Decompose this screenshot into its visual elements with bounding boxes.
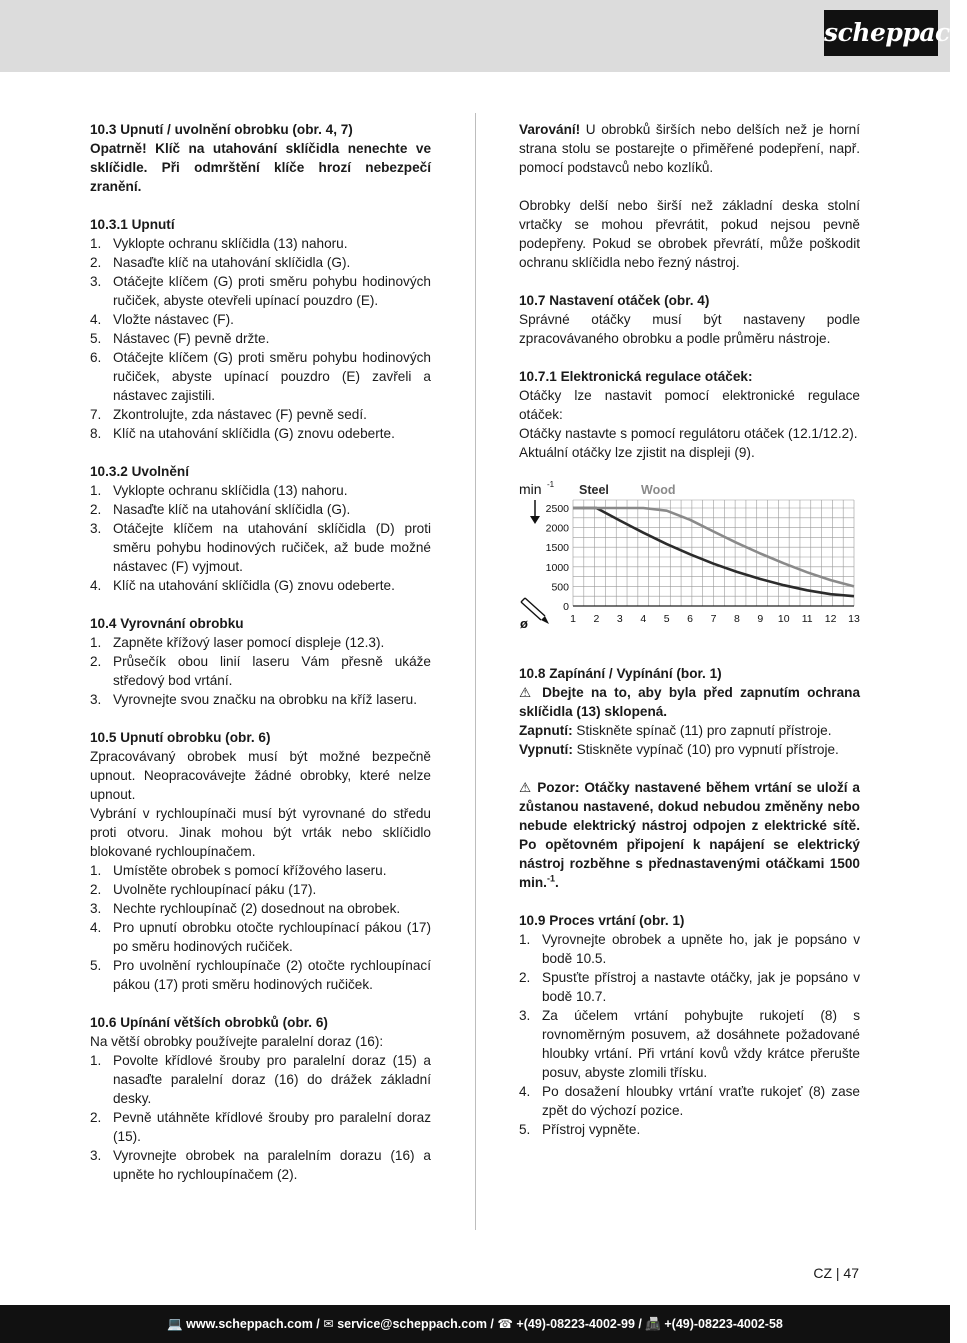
- caution-paragraph: [519, 778, 860, 892]
- section-10-7-1-para-3: Aktuální otáčky lze zjistit na displeji (9).: [519, 445, 755, 460]
- caution-unit-sup: -1: [546, 873, 555, 884]
- list-10-3-1: [90, 234, 431, 443]
- list-item-number: 3.: [90, 521, 102, 536]
- list-item-text: Přístroj vypněte.: [542, 1122, 641, 1137]
- list-item-text: Nástavec (F) pevně držte.: [113, 331, 270, 346]
- section-10-8-warning-text: Dbejte na to, aby byla před zapnutím ochrana sklíčidla (13) sklopená.: [519, 685, 861, 719]
- y-tick-label: 2000: [545, 522, 569, 535]
- legend-steel: Steel: [579, 483, 609, 497]
- list-item: [90, 481, 431, 500]
- list-item-number: 2.: [90, 255, 102, 270]
- list-item-text: Pevně utáhněte křídlové šrouby pro paralelní doraz (15).: [113, 1110, 431, 1144]
- section-10-3-2-title: 10.3.2 Uvolnění: [90, 464, 189, 479]
- right-column: [519, 120, 860, 1139]
- list-item: [519, 930, 860, 968]
- section-10-5-para-2: Vybrání v rychloupínači musí být vyrovnané do středu proti otvoru. Jinak mohou být vrták nebo sklíčidlo blokované rychloupínačem.: [90, 806, 431, 859]
- list-item-number: 4.: [90, 578, 102, 593]
- x-tick-label: 1: [570, 613, 576, 625]
- section-10-3-title: 10.3 Upnutí / uvolnění obrobku (obr. 4, 7): [90, 122, 353, 137]
- list-item: [90, 519, 431, 576]
- warning-text: U obrobků širších nebo delších než je horní strana stolu se postarejte o přiměřené podepření, např. pomocí podstavců nebo kozlíků.: [519, 122, 860, 175]
- list-item-text: Vyrovnejte obrobek na paralelním dorazu (16) a upněte ho rychloupínačem (2).: [113, 1148, 431, 1182]
- list-item-number: 3.: [90, 1148, 102, 1163]
- list-item: [90, 500, 431, 519]
- list-item-number: 1.: [90, 863, 102, 878]
- list-item-text: Nasaďte klíč na utahování sklíčidla (G).: [113, 502, 351, 517]
- x-tick-label: 6: [687, 613, 694, 625]
- switch-off-text: Stiskněte vypínač (10) pro vypnutí přístroje.: [572, 742, 839, 757]
- left-column: [90, 120, 431, 1184]
- legend-wood: Wood: [641, 483, 676, 497]
- x-tick-label: 10: [777, 613, 790, 625]
- list-item-number: 4.: [90, 920, 102, 935]
- arrow-down-head-icon: [530, 516, 540, 524]
- speed-chart: [519, 478, 864, 648]
- list-item-text: Nasaďte klíč na utahování sklíčidla (G).: [113, 255, 351, 270]
- list-item: [90, 576, 431, 595]
- switch-off-line: [519, 740, 860, 759]
- section-10-6-para-1: Na větší obrobky používejte paralelní doraz (16):: [90, 1034, 384, 1049]
- section-10-7-1-title: 10.7.1 Elektronická regulace otáček:: [519, 369, 753, 384]
- list-item-text: Pro upnutí obrobku otočte rychloupínací pákou (17) po směru hodinových ručiček.: [113, 920, 431, 954]
- list-item: [90, 1108, 431, 1146]
- y-axis-label: min: [519, 481, 542, 497]
- section-10-9-title: 10.9 Proces vrtání (obr. 1): [519, 913, 685, 928]
- list-item: [90, 253, 431, 272]
- list-10-3-2: [90, 481, 431, 595]
- list-item: [90, 424, 431, 443]
- list-item-number: 4.: [519, 1084, 531, 1099]
- list-item-number: 8.: [90, 426, 102, 441]
- list-item-text: Pro uvolnění rychloupínače (2) otočte rychloupínací pákou (17) proti směru hodinových ručiček.: [113, 958, 431, 992]
- list-item-number: 2.: [90, 882, 102, 897]
- list-item-number: 1.: [90, 483, 102, 498]
- list-10-9: [519, 930, 860, 1139]
- y-tick-label: 2500: [545, 503, 569, 515]
- list-item-number: 3.: [90, 901, 102, 916]
- section-10-8-warning: [519, 683, 860, 721]
- x-tick-label: 11: [801, 613, 813, 625]
- list-item-text: Zapněte křížový laser pomocí displeje (12.3).: [113, 635, 385, 650]
- list-item-text: Vložte nástavec (F).: [113, 312, 234, 327]
- x-tick-label: 9: [757, 613, 764, 625]
- y-tick-label: 500: [551, 581, 569, 594]
- list-item-number: 2.: [90, 502, 102, 517]
- list-item: [519, 968, 860, 1006]
- list-item: [90, 861, 431, 880]
- switch-on-label: Zapnutí:: [519, 723, 573, 738]
- section-10-3-1-title: 10.3.1 Upnutí: [90, 217, 175, 232]
- list-item-number: 4.: [90, 312, 102, 327]
- list-item: [90, 272, 431, 310]
- caution-text: Pozor: Otáčky nastavené během vrtání se uloží a zůstanou nastavené, dokud nebudou změněny nebo nebude elektrický nástroj odpojen z elektrické sítě. Po opětovném připojení k napájení se elektrický nástroj rozběhne s přednastavenými otáčkami 1500 min.: [519, 780, 860, 890]
- list-item-text: Nechte rychloupínač (2) dosednout na obrobek.: [113, 901, 401, 916]
- list-item-text: Průsečík obou linií laseru Vám přesně ukáže středový bod vrtání.: [113, 654, 431, 688]
- list-item-text: Vyklopte ochranu sklíčidla (13) nahoru.: [113, 483, 348, 498]
- list-item: [519, 1120, 860, 1139]
- y-axis-label-sup: -1: [547, 480, 555, 489]
- list-item-text: Uvolněte rychloupínací páku (17).: [113, 882, 317, 897]
- list-item-text: Povolte křídlové šrouby pro paralelní doraz (15) a nasaďte paralelní doraz (16) do drážek základní desky.: [113, 1053, 431, 1106]
- list-item: [90, 234, 431, 253]
- list-item-number: 5.: [90, 958, 102, 973]
- list-item-number: 3.: [90, 692, 102, 707]
- list-item-number: 5.: [519, 1122, 531, 1137]
- list-item-text: Otáčejte klíčem (G) proti směru pohybu hodinových ručiček, abyste upínací pouzdro (E) zavřeli a nástavec zajistili.: [113, 350, 431, 403]
- switch-on-line: [519, 721, 860, 740]
- x-tick-label: 13: [848, 613, 860, 625]
- list-10-4: [90, 633, 431, 709]
- section-10-3-warning: Opatrně! Klíč na utahování sklíčidla nenechte ve sklíčidle. Při odmrštění klíče hrozí nebezpečí zranění.: [90, 141, 431, 194]
- list-item-text: Za účelem vrtání pohybujte rukojetí (8) s rovnoměrným posuvem, až dosáhnete požadované hloubky vrtání. Při vrtání kovů vždy krátce přerušte posuv, abyste zlomili třísku.: [542, 1008, 860, 1080]
- list-item-text: Zkontrolujte, zda nástavec (F) pevně sedí.: [113, 407, 367, 422]
- x-tick-label: 8: [733, 613, 740, 625]
- list-item-number: 1.: [90, 236, 102, 251]
- list-item-number: 3.: [519, 1008, 531, 1023]
- list-item: [90, 405, 431, 424]
- footer-bar: [0, 1305, 950, 1343]
- list-item: [90, 329, 431, 348]
- list-item-number: 2.: [519, 970, 531, 985]
- y-tick-label: 0: [563, 601, 569, 613]
- list-item: [90, 348, 431, 405]
- list-item: [90, 899, 431, 918]
- list-item: [90, 310, 431, 329]
- x-tick-label: 3: [616, 613, 623, 625]
- brand-logo: scheppach: [824, 10, 938, 56]
- y-tick-label: 1500: [545, 542, 569, 555]
- warning-triangle-icon: ⚠: [519, 685, 543, 700]
- list-item-number: 1.: [519, 932, 531, 947]
- list-item-text: Vyklopte ochranu sklíčidla (13) nahoru.: [113, 236, 348, 251]
- list-item: [519, 1006, 860, 1082]
- warning-paragraph: [519, 120, 860, 177]
- footer-contact: 💻 www.scheppach.com / ✉ service@scheppach.com / ☎ +(49)-08223-4002-99 / 📠 +(49)-08223-4002-58: [167, 1317, 783, 1331]
- list-item-number: 1.: [90, 635, 102, 650]
- list-10-5: [90, 861, 431, 994]
- list-item: [90, 1051, 431, 1108]
- list-item-text: Klíč na utahování sklíčidla (G) znovu odeberte.: [113, 578, 395, 593]
- drill-bit-tip-icon: [541, 616, 549, 624]
- list-10-6: [90, 1051, 431, 1184]
- page-number: CZ | 47: [813, 1265, 859, 1281]
- list-item-text: Spusťte přístroj a nastavte otáčky, jak je popsáno v bodě 10.7.: [542, 970, 860, 1004]
- x-tick-label: 7: [710, 613, 717, 625]
- list-item-number: 3.: [90, 274, 102, 289]
- speed-chart-svg: [519, 478, 864, 648]
- list-item: [90, 918, 431, 956]
- list-item-text: Umístěte obrobek s pomocí křížového laseru.: [113, 863, 387, 878]
- switch-off-label: Vypnutí:: [519, 742, 573, 757]
- list-item-number: 2.: [90, 1110, 102, 1125]
- section-10-7-1-para-2: Otáčky nastavte s pomocí regulátoru otáček (12.1/12.2).: [519, 426, 858, 441]
- list-item-number: 7.: [90, 407, 102, 422]
- caution-end: .: [554, 875, 559, 890]
- column-divider: [475, 113, 476, 1230]
- list-item-text: Po dosažení hloubky vrtání vraťte rukojeť (8) zase zpět do výchozí pozice.: [542, 1084, 860, 1118]
- switch-on-text: Stiskněte spínač (11) pro zapnutí přístroje.: [572, 723, 832, 738]
- list-item-number: 2.: [90, 654, 102, 669]
- list-item-text: Vyrovnejte obrobek a upněte ho, jak je popsáno v bodě 10.5.: [542, 932, 860, 966]
- warning-label: Varování!: [519, 122, 581, 137]
- list-item: [90, 956, 431, 994]
- header-bar: [0, 0, 967, 72]
- y-tick-label: 1000: [545, 561, 569, 574]
- x-axis-label: ø: [520, 616, 528, 631]
- list-item-text: Klíč na utahování sklíčidla (G) znovu odeberte.: [113, 426, 395, 441]
- section-10-7-para: Správné otáčky musí být nastaveny podle zpracovávaného obrobku a podle průměru nástroje.: [519, 312, 860, 346]
- x-tick-label: 5: [663, 613, 670, 625]
- list-item: [90, 880, 431, 899]
- x-tick-label: 4: [640, 613, 647, 625]
- list-item-text: Vyrovnejte svou značku na obrobku na kříž laseru.: [113, 692, 418, 707]
- section-10-6-title: 10.6 Upínání větších obrobků (obr. 6): [90, 1015, 328, 1030]
- x-tick-label: 12: [824, 613, 837, 625]
- list-item-text: Otáčejte klíčem (G) proti směru pohybu hodinových ručiček, abyste otevřeli upínací pouzdro (E).: [113, 274, 431, 308]
- section-10-5-para-1: Zpracovávaný obrobek musí být možné bezpečně upnout. Neopracovávejte žádné obrobky, které nelze upnout.: [90, 749, 431, 802]
- list-item-number: 5.: [90, 331, 102, 346]
- list-item-text: Otáčejte klíčem na utahování sklíčidla (D) proti směru pohybu hodinových ručiček, až bude možné nástavec (F) vyjmout.: [113, 521, 431, 574]
- list-item-number: 1.: [90, 1053, 102, 1068]
- list-item: [90, 690, 431, 709]
- caution-triangle-icon: ⚠: [519, 780, 538, 795]
- list-item: [90, 652, 431, 690]
- section-10-5-title: 10.5 Upnutí obrobku (obr. 6): [90, 730, 271, 745]
- longer-workpiece-paragraph: Obrobky delší nebo širší než základní deska stolní vrtačky se mohou převrátit, pokud nejsou pevně podepřeny. Pokud se obrobek převrátí, může poškodit ochranu sklíčidla nebo řezný nástroj.: [519, 198, 860, 270]
- section-10-4-title: 10.4 Vyrovnání obrobku: [90, 616, 244, 631]
- section-10-8-title: 10.8 Zapínání / Vypínání (bor. 1): [519, 666, 722, 681]
- x-tick-label: 2: [593, 613, 600, 625]
- list-item: [90, 1146, 431, 1184]
- list-item: [519, 1082, 860, 1120]
- section-10-7-title: 10.7 Nastavení otáček (obr. 4): [519, 293, 710, 308]
- list-item: [90, 633, 431, 652]
- section-10-7-1-para-1: Otáčky lze nastavit pomocí elektronické regulace otáček:: [519, 388, 860, 422]
- list-item-number: 6.: [90, 350, 102, 365]
